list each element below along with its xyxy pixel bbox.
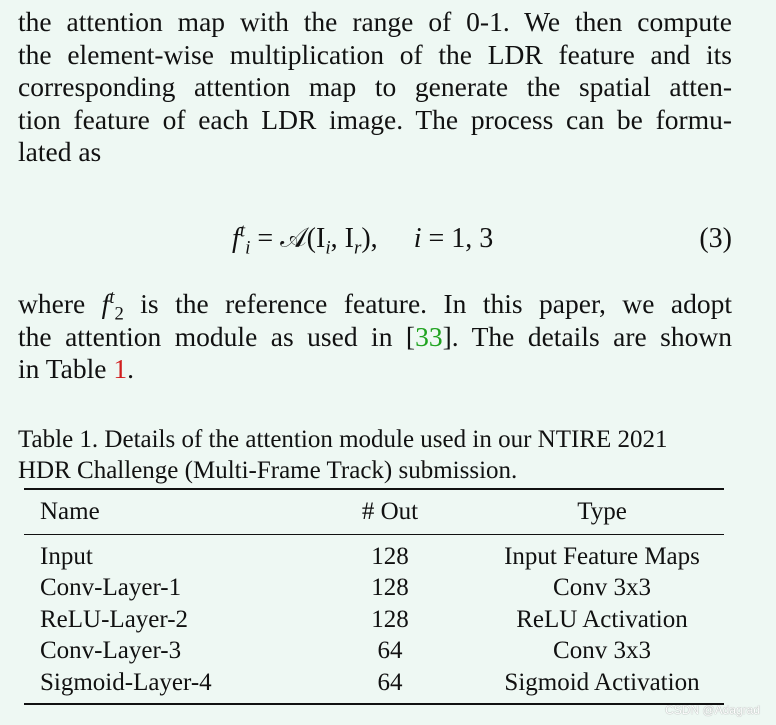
paragraph-1 xyxy=(18,6,732,169)
equation-number: (3) xyxy=(699,223,732,254)
cell-out: 64 xyxy=(377,668,403,696)
paragraph-line: the attention map with the range of 0-1. We then compute xyxy=(18,6,732,37)
paragraph-line: tion feature of each LDR image. The process can be formu- xyxy=(18,103,732,135)
watermark: CSDN @Adagrad xyxy=(665,703,760,717)
table-ref-link[interactable]: 1 xyxy=(113,353,128,384)
table-caption xyxy=(18,424,738,486)
equation-3 xyxy=(0,221,776,261)
header-type: Type xyxy=(577,498,627,525)
table-row xyxy=(24,535,724,573)
table-row xyxy=(24,636,724,668)
cell-out: 128 xyxy=(371,574,409,602)
paragraph-line: where $f^t_2$ is the reference feature. In this paper, we adopt xyxy=(18,286,732,325)
caption-line: HDR Challenge (Multi-Frame Track) submission. xyxy=(18,457,518,484)
attention-module-table xyxy=(24,488,724,705)
paragraph-line: the attention module as used in [33]. The details are shown xyxy=(18,320,732,352)
cell-type: ReLU Activation xyxy=(516,605,688,633)
table-row xyxy=(24,604,724,636)
paragraph-line: in Table 1. xyxy=(18,353,134,384)
cell-type: Conv 3x3 xyxy=(553,574,651,602)
cell-type: Input Feature Maps xyxy=(504,542,700,570)
table-row xyxy=(24,573,724,605)
cell-type: Sigmoid Activation xyxy=(504,668,700,696)
table-row xyxy=(24,667,724,704)
cell-name: Input xyxy=(40,542,93,570)
paragraph-line: lated as xyxy=(18,136,102,167)
cell-out: 64 xyxy=(377,637,403,665)
cell-name: Conv-Layer-1 xyxy=(40,574,182,602)
caption-line: Table 1. Details of the attention module used in our NTIRE 2021 xyxy=(18,426,668,453)
cell-name: Conv-Layer-3 xyxy=(40,637,182,665)
cell-type: Conv 3x3 xyxy=(553,637,651,665)
header-name: Name xyxy=(40,498,100,525)
table-header-row xyxy=(24,489,724,535)
cell-out: 128 xyxy=(371,605,409,633)
equation-body: $f^t_i$ = $𝒜(I_i$, $I_r$), i = 1, 3 xyxy=(232,220,494,259)
cell-name: Sigmoid-Layer-4 xyxy=(40,668,212,696)
citation-link[interactable]: 33 xyxy=(415,320,443,352)
cell-out: 128 xyxy=(371,542,409,570)
cell-name: ReLU-Layer-2 xyxy=(40,605,189,633)
paragraph-line: the element-wise multiplication of the LDR feature and its xyxy=(18,38,732,70)
paragraph-line: corresponding attention map to generate the spatial atten- xyxy=(18,71,732,102)
paragraph-2 xyxy=(18,288,732,386)
header-out: # Out xyxy=(361,498,419,525)
